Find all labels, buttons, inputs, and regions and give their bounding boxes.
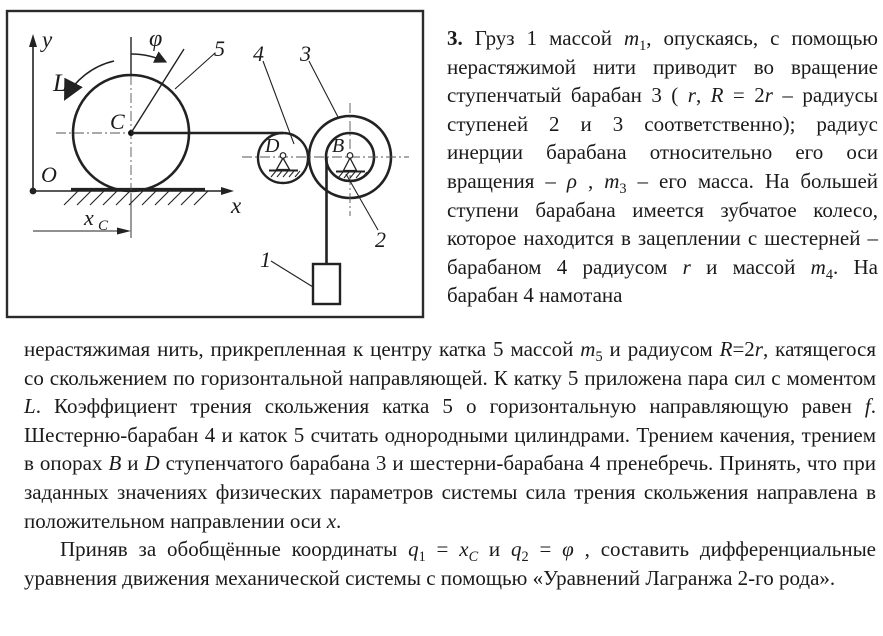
moment-l-label: L xyxy=(53,70,67,97)
origin-point xyxy=(30,188,37,195)
part-4-label: 4 xyxy=(253,41,264,66)
figure-canvas xyxy=(0,0,430,330)
mechanism-figure xyxy=(0,0,430,330)
xc-label-subscript: C xyxy=(98,218,109,234)
part-2-label: 2 xyxy=(375,227,386,252)
pivot-b-pin xyxy=(347,153,353,159)
part-3-label: 3 xyxy=(300,41,311,66)
origin-label: O xyxy=(41,162,57,187)
pivot-b-label: B xyxy=(332,135,345,157)
load-1-rect xyxy=(313,264,340,304)
y-axis-label: y xyxy=(42,27,53,52)
problem-body-block xyxy=(24,335,876,592)
problem-intro-column xyxy=(447,24,878,310)
problem-body-paragraph: нерастяжимая нить, прикрепленная к центру катка 5 массой $m_5$ и радиусом R=2r, катящегося со скольжением по горизонтальной направляющей. К катку 5 приложена пара сил с моментом L. Коэффициент трения скольжения катка 5 о горизонтальную направляющую равен f. Шестерню-барабан 4 и каток 5 считать однородными цилиндрами. Трением качения, трением в опорах B и D ступенчатого барабана 3 и шестерни-барабана 4 пренебречь. Принять, что при заданных значениях физических параметров системы сила трения скольжения направлена в положительном направлении оси x. xyxy=(24,337,876,533)
pivot-d-pin xyxy=(280,153,286,159)
xc-label: x xyxy=(84,205,94,230)
pivot-d-label: D xyxy=(265,135,280,157)
phi-label: φ xyxy=(149,26,163,52)
part-1-label: 1 xyxy=(260,247,271,272)
problem-task-paragraph: Приняв за обобщённые координаты $q_1 = x_C$ и $q_2 = \varphi$ , составить дифференциальные уравнения движения механической системы с помощью «Уравнений Лагранжа 2-го рода». xyxy=(24,537,876,590)
x-axis-label: x xyxy=(231,193,242,218)
part-5-label: 5 xyxy=(214,36,225,61)
problem-intro-paragraph: 3. Груз 1 массой $m_1$, опускаясь, с помощью нерастяжимой нити приводит во вращение ступенчатый барабан 3 ( r, R = 2r – радиусы ступеней 2 и 3 соответственно); радиус инерции барабана относительно его оси вращения – ρ , $m_3$ – его масса. На большей ступени барабана имеется зубчатое колесо, которое находится в зацеплении с шестерней – барабаном 4 радиусом r и массой $m_4$. На барабан 4 намотана xyxy=(447,26,879,308)
center-c-label: C xyxy=(110,109,125,134)
